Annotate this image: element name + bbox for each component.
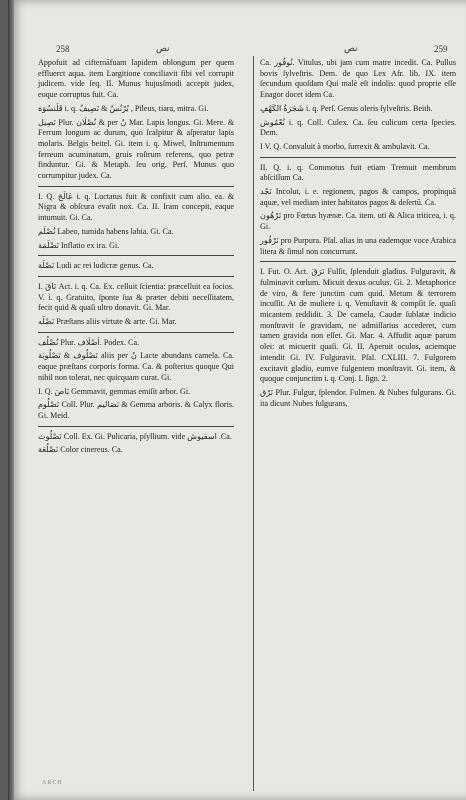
dictionary-entry: نَصْلُوث Coll. Ex. Gi. Pulicaria, pſyllium. vide اسفيوش .Ca. [38,431,232,441]
dictionary-entry: I. نَاقَ Act. i. q. Ca. Ex. celluit ſcientia: præcelluit ea ſocios. V. i. q. Gratuito, ſponte ſua & præter debiti neceſſitatem, fecit quid & quaſi ultro donavit. Gi. Mar. [38,281,234,313]
dictionary-entry: شَجَرَةُ الكَهْفِ i. q. Perſ. Genus oleris ſylveſtris. Beith. [260,103,433,113]
left-page-number: 258 [56,44,70,54]
dictionary-entry: I. Q. عَالَجَ i. q. Luctatus fuit & confixit cum alio. ea. & Nigra & obſcura evaſit nox. Ca. II. Iram concepit, eaque intumuit. Gi. Ca. [38,191,234,223]
column-divider [253,56,254,791]
dictionary-entry: نَجْد Incolut, i. e. regionem, pagos & campos, propinquā aquæ, vel mediam inter habitatos pagos & deſertū. Ca. [260,187,456,207]
gutter-shadow [8,0,14,800]
section-rule [260,157,456,158]
dictionary-entry: I V. Q. Convaluit à morbo, ſurrexit & ambulavit. Ca. [260,141,430,151]
right-column [260,58,456,412]
section-rule [260,261,456,262]
dictionary-entry: Appofuit ad cifternāfuam lapidem oblongum per quem effluerct aqua. item Largitione conciliavit fibi vel corrupit judicem. vide ſeq. II. Munus hujusſmodi accepit judex, eoque corruptus fuit. Ca. [38,58,234,100]
section-rule [38,426,234,427]
dictionary-entry: نُعْمُوش i. q. Coll. Culex. Ca. ſeu culicum certa ſpecies. Dem. [260,117,456,138]
section-rule [38,186,234,187]
left-column [38,58,234,459]
dictionary-entry: نَصْلَة Ludi ac rei ludicræ genus. Ca. [38,261,154,271]
section-rule [38,255,234,256]
dictionary-entry: نَرْفُور pro Purpura. Pſal. alias in una eademque voce Arabica litera & ſimul non concurrunt. [260,235,457,256]
library-stamp: ARCH [42,780,63,786]
dictionary-entry: نَصْلُوم Coll. Plur. نَصَاليم & Gemma arboris. & Calyx floris. Gi. Meid. [38,400,234,420]
dictionary-entry: نَرْق Plur. Fulgur, ſplendor. Fulmen. & Nubes fulgurans. Gi. ita dicunt Nubes fulgurans, [260,387,456,408]
dictionary-entry: I. Fut. O. Act. نَرَقَ Fulſit, ſplenduit gladius. Fulguravit, & fulminavit cœlum. Micuit dexus oculus. Gi. 2. Metaphorice de viro, & fere junctim cum quid. Metum & terrorem incuſſit. At de muliere i. q. Venuſtavit & compſit ſe. quaſi micantem reddidit. 3. De camela, Caudæ ſublatæ indicio monſtravit ſe gravidam, ne admiſſarius accederet, cum tamen gravida non eſſet. Gi. Mar. 4. Affudit aquæ parum olei: at micuerit quaſi. Gi. II. Aperuit oculos, aciemque intendit Gi. IV. Fulguravit. Pſal. CXLIII. 7. Fulgorem excitavit gladio, eumve fulgentem monſtravit. Gi. item, & quoque conjunctim i. q. Conj. I. ſign. 2. [260,267,457,384]
dictionary-entry: Ca. نُوفُور. Vitulus, ubi jam cum matre incedit. Ca. Pullus bovis ſylveſtris. Dem. de quo Lex Afr. lib. IX. item ſecundum quoſdam Qui malè eſt indolis: quod proprie eſſe Enagor docet idem Ca. [260,58,456,100]
right-running-head: نص [344,43,358,53]
dictionary-entry: نَصْلَه Præſtans aliis virtute & arte. Gi. Mar. [38,317,177,327]
dictionary-entry: قَلَنسُوَة i. q. بُرْنُسٌ & نَصِيفٌ , Pileus, tiara, mitra. Gi. [38,103,209,113]
dictionary-entry: نَصِيل Plur. نُصْلَان & per نُ Mar. Lapis longus. Gi. Mere. & Ferrum longum ac durum, quo ſcalpitur & aſperatur lapis molaris. Belgis beitel. Gi. item i. q. Miwel, Inſtrumentum ferreum acuminatum, gruis roſtrum referens, quo petræ finduntur. Gi. & Metaph. ſeu orig. Perſ. Munus quo corrumpitur judex. Ca. [38,117,234,181]
section-rule [38,332,234,333]
right-page-number: 259 [434,44,448,54]
dictionary-entry: II. Q. i. q. Commotus fuit etiam Tremuit membrum abſciſſum Ca. [260,162,456,183]
left-running-head: نص [156,43,170,53]
dictionary-entry: I. Q. نَاصَ Gemmavit, gemmas emiſit arbor. Gi. [38,386,191,396]
dictionary-entry: نُصْلُف Plur. اَصْلَاف. Podex. Ca. [38,337,140,347]
dictionary-entry: نَصْلُعَة Color cinereus. Ca. [38,445,123,455]
book-spread [8,0,466,800]
section-rule [38,276,234,277]
dictionary-entry: نُصْلَم Labeo, tumida habens labia. Gi. Ca. [38,226,174,236]
dictionary-entry: نَرْهُون pro Fœtus hyænæ. Ca. item. uti & Alica triticea, i. q. Gi. [260,211,456,232]
dictionary-entry: نَصْلُوف & نَصْلُوبَة aliis per نُ Lacte abundans camela. Ca. eaque præſtans corporis forma. Ca. & poſterius quoque Qui nihil non tolerat, nec quicquam curat. Gi. [38,351,234,382]
dictionary-entry: نَصْلَمَة Inflatio ex ira. Gi. [38,240,120,250]
